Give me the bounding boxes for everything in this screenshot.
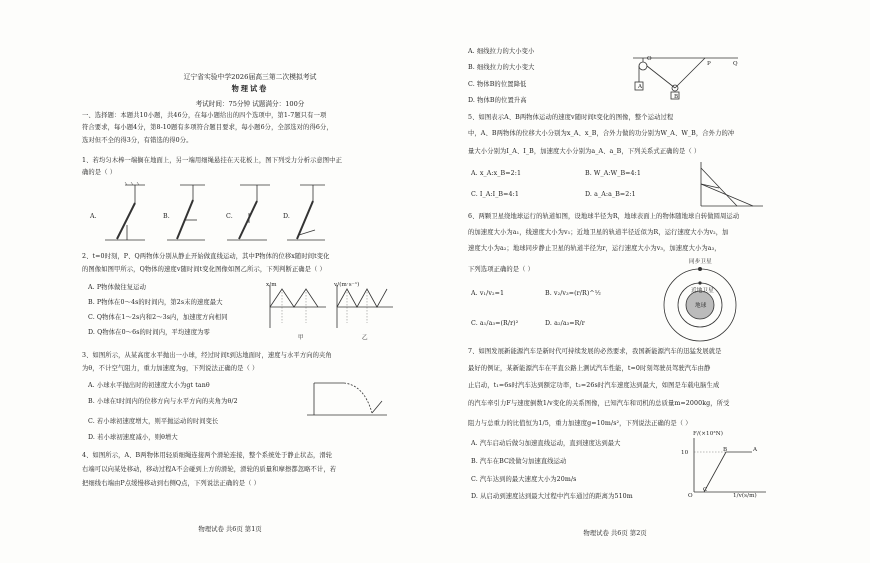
q6-option-b: B. v₂/v₃=(r/R)^½ [545, 290, 601, 297]
q2-option-c: C. Q物体在1～2s内和2～3s内，加速度方向相同 [88, 314, 228, 321]
q2-graph-yi-caption: 乙 [362, 335, 368, 341]
q4-label-q: Q [733, 61, 738, 67]
q6-line-1: 6、两颗卫星绕地球运行的轨道如图，设地球半径为R，地球表面上的物体随地球自转做圆周运动 [468, 213, 740, 220]
q3-line-1: 3、如图所示，从某高度水平抛出一小球，经过时间t到达地面时，速度与水平方向的夹角 [82, 352, 332, 359]
q2-graph-jia-axis: x/m [266, 282, 277, 288]
q1-figure-c [235, 185, 280, 245]
q6-option-a: A. v₁/v₂=1 [471, 290, 505, 297]
q7-option-c: C. 汽车达到的最大速度大小为20m/s [471, 476, 577, 483]
q6-line-3: 速度大小为a₂；地球同步静止卫星的轨道半径为r，运行速度大小为v₃，加速度大小为a₃， [468, 245, 721, 252]
q7-graph-label-a: A [753, 447, 758, 453]
q2-graph-jia-caption: 甲 [298, 335, 304, 341]
section1-line-3: 选对但不全的得3分，有错选的得0分。 [82, 137, 193, 144]
q4-line-3: 把细线右端由P点缓慢移动到右侧Q点，下列说法正确的是（ ） [82, 480, 261, 487]
q1-option-a: A. [90, 213, 97, 220]
q5-vt-graph [697, 160, 767, 210]
q2-graph-yi [335, 283, 395, 333]
q7-line-2: 最好的例证，某新能源汽车在平直公路上测试汽车性能，t=0时刻驾驶员驾驶汽车由静 [468, 365, 711, 372]
q7-line-1: 7、如图发展新能源汽车是新时代可持续发展的必然要求，我国新能源汽车的迅猛发展就是 [468, 348, 722, 355]
q4-option-d: D. 物体B的位置升高 [468, 97, 527, 104]
section1-line-1: 一、选择题：本题共10小题，共46分，在每小题给出的四个选项中，第1-7题只有一项 [82, 112, 327, 119]
q2-graph-yi-axis: v/(m·s⁻¹) [334, 282, 360, 288]
q6-label-sync-satellite: 同步卫星 [689, 259, 712, 265]
q7-line-4: 的汽车牵引力F与速度倒数1/v变化的关系图像，已知汽车和司机的总质量m=2000kg，所受 [468, 400, 730, 407]
q7-option-d: D. 从启动到速度达到最大过程中汽车通过的距离为510m [471, 493, 633, 500]
page-2 [435, 0, 870, 563]
q3-option-a: A. 小球水平抛出时的初速度大小为gt tanθ [88, 382, 210, 389]
q7-graph-label-o: O [688, 493, 693, 499]
q7-graph-y-axis: F/(×10³N) [693, 431, 723, 437]
q7-line-3: 止启动，t₁=6s时汽车达到额定功率，t₂=26s时汽车速度达到最大，如图是车载电脑生成 [468, 382, 720, 389]
q1-option-c: C. [226, 213, 233, 220]
exam-subject-title: 物理试卷 [231, 84, 269, 93]
q5-line-1: 5、如图表示A、B两物体运动的速度v随时间t变化的图像，整个运动过程 [468, 114, 674, 121]
q4-label-a: A [638, 84, 643, 90]
section1-line-2: 符合要求，每小题4分，第8-10题有多项符合题目要求，每小题6分，全部选对的得6分， [82, 124, 333, 131]
q5-option-b: B. W_A:W_B=4:1 [585, 170, 641, 177]
q1-option-b: B. [163, 213, 170, 220]
q2-option-b: B. P物体在0～4s的时间内，第2s末的速度最大 [88, 299, 223, 306]
q2-option-d: D. Q物体在0～6s的时间内，平均速度为零 [88, 329, 210, 336]
page-2-footer: 物理试卷 共6页 第2页 [583, 529, 647, 537]
q2-line-2: 的图像如图甲所示，Q物体的速度v随时间t变化图像如图乙所示，下列判断正确是（ ） [82, 266, 326, 273]
q6-label-near-satellite: 近地卫星 [691, 288, 714, 294]
q1-option-d: D. [283, 213, 291, 220]
q4-option-a: A. 细线拉力的大小变小 [468, 48, 535, 55]
q4-line-2: 右端可以向某处移动，移动过程A不会碰到上方的滑轮，滑轮的质量和摩擦都忽略不计，若 [82, 466, 337, 473]
q2-option-a: A. P物体做往复运动 [88, 284, 146, 291]
q5-option-d: D. a_A:a_B=2:1 [585, 191, 636, 198]
q7-graph-label-c: C [703, 487, 708, 493]
q5-line-2: 中，A、B两物体的位移大小分别为x_A、x_B，合外力做的功分别为W_A、W_B，合外力的冲 [468, 130, 735, 137]
q3-option-c: C. 若小球初速度增大，则平抛运动的时间变长 [88, 418, 219, 425]
q1-figure-b [175, 185, 220, 245]
q1-figure-d [295, 185, 340, 245]
q7-option-b: B. 汽车在BC段做匀加速直线运动 [471, 458, 567, 465]
q4-label-b: B [674, 94, 679, 100]
q3-option-b: B. 小球在t时间内的位移方向与水平方向的夹角为θ/2 [88, 398, 238, 405]
q2-graph-jia [268, 283, 328, 333]
q5-line-3: 量大小分别为I_A、I_B，加速度大小分别为a_A、a_B，下列关系式正确的是（ ） [468, 148, 701, 155]
q3-option-d: D. 若小球初速度减小，则θ增大 [88, 434, 178, 441]
q6-line-2: 的加速度大小为a₁，线速度大小为v₁；近地卫星的轨道半径近似为R，运行速度大小为v₂，加 [468, 229, 729, 236]
q7-force-graph [690, 436, 770, 498]
q7-option-a: A. 汽车启动后做匀加速直线运动，直到速度达到最大 [471, 440, 621, 447]
q1-line-1: 1、若均匀木棒一端搁在地面上，另一端用细绳悬挂在天花板上，图下列受力分析示意图中正 [82, 157, 342, 164]
q1-line-2: 确的是（ ） [82, 169, 117, 176]
q5-option-c: C. I_A:I_B=4:1 [471, 191, 519, 198]
q5-option-a: A. x_A:x_B=2:1 [471, 170, 522, 177]
q7-graph-label-b: B [723, 447, 728, 453]
q6-label-earth: 地球 [695, 303, 707, 309]
q7-graph-label-10: 10 [681, 450, 689, 456]
q4-option-b: B. 细线拉力的大小变大 [468, 64, 535, 71]
q7-line-5: 阻力与总重力的比值恒为1/5，重力加速度g=10m/s²，下列说法正确的是（ ） [468, 420, 692, 427]
q4-label-p: P [707, 61, 711, 67]
q4-line-1: 4、如图所示，A、B两物体用轻质细绳连接两个滑轮连接，整个系统处于静止状态，滑轮 [82, 452, 333, 459]
q4-option-c: C. 物体B的位置降低 [468, 81, 527, 88]
q7-graph-x-axis: 1/v(s/m) [733, 493, 757, 499]
page-1-footer: 物理试卷 共6页 第1页 [198, 525, 262, 533]
q3-line-2: 为θ，不计空气阻力，重力加速度为g，下列说法正确的是（ ） [82, 365, 259, 372]
q3-projectile-figure [312, 375, 392, 420]
q4-label-o: O [647, 56, 652, 62]
q1-figure-a [105, 185, 150, 245]
q6-line-4: 下列选项正确的是（ ） [468, 266, 535, 273]
q6-option-d: D. a₂/a₃=R/r [545, 320, 585, 327]
exam-school-title: 辽宁省实验中学2026届高三第二次模拟考试 [183, 73, 317, 81]
q6-option-c: C. a₁/a₃=(R/r)² [471, 320, 519, 327]
q2-line-1: 2、t=0时刻，P、Q两物体分别从静止开始做直线运动，其中P物体的位移x随时间t变化 [82, 253, 330, 260]
exam-info: 考试时间：75分钟 试题满分：100分 [195, 100, 305, 108]
